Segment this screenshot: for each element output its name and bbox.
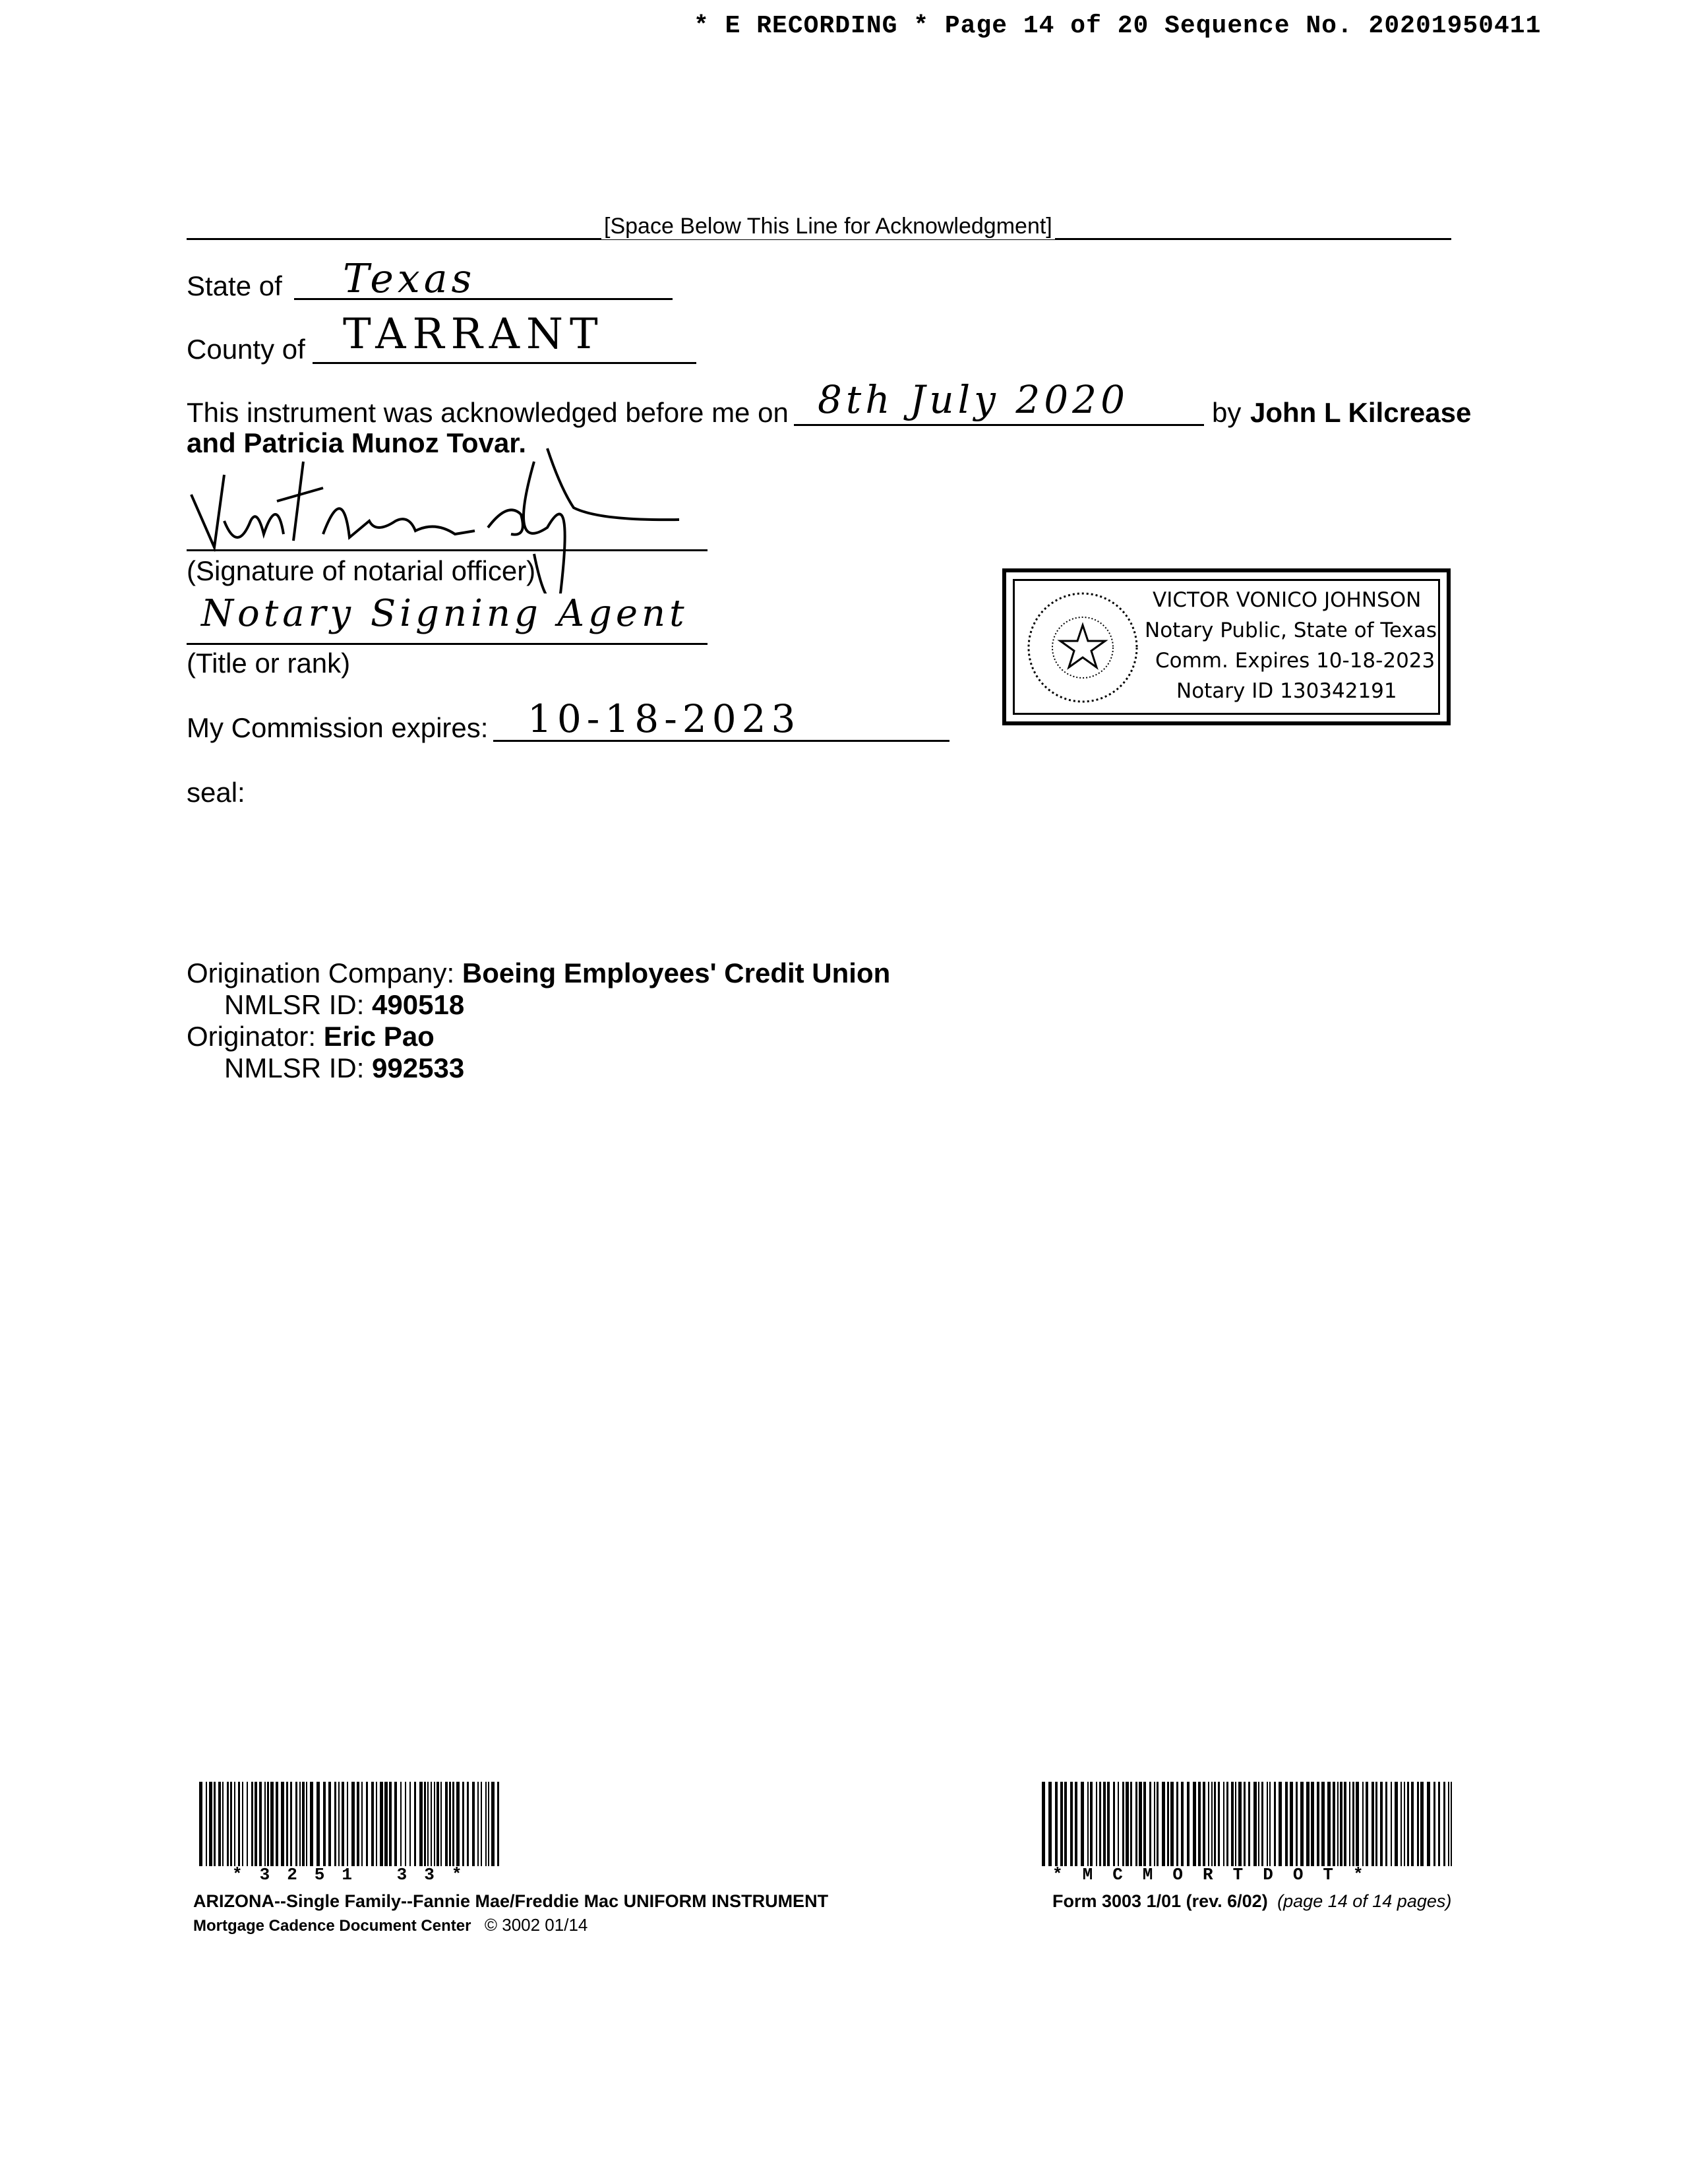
- divider-caption: [Space Below This Line for Acknowledgment]: [601, 214, 1055, 239]
- barcode-right: [1040, 1782, 1456, 1866]
- by-names-2: and Patricia Munoz Tovar.: [187, 427, 526, 458]
- title-underline: [187, 643, 708, 645]
- stamp-name: VICTOR VONICO JOHNSON: [1153, 588, 1422, 612]
- stamp-line2: Notary Public, State of Texas: [1145, 619, 1437, 642]
- company-nmlsr: [224, 989, 464, 1021]
- notary-stamp: [1002, 568, 1451, 725]
- recording-header: * E RECORDING * Page 14 of 20 Sequence No. 20201950411: [694, 12, 1542, 40]
- footer-left-line2b: © 3002 01/14: [484, 1915, 588, 1935]
- company-value: Boeing Employees' Credit Union: [462, 957, 891, 988]
- signature-label: (Signature of notarial officer): [187, 555, 536, 586]
- commission-handwritten: 10-18-2023: [528, 696, 801, 741]
- company-nmlsr-value: 490518: [372, 989, 465, 1020]
- stamp-line3: Comm. Expires 10-18-2023: [1155, 649, 1435, 673]
- originator-value: Eric Pao: [323, 1021, 435, 1052]
- signature-underline: [187, 549, 708, 551]
- originator-nmlsr: [224, 1052, 464, 1084]
- barcode-left: [198, 1782, 501, 1866]
- origination-company: [187, 957, 890, 989]
- by-text: by: [1212, 397, 1242, 428]
- originator: [187, 1021, 435, 1052]
- company-label: Origination Company:: [187, 957, 455, 988]
- originator-nmlsr-label: NMLSR ID:: [224, 1052, 365, 1083]
- state-label: State of: [187, 270, 282, 301]
- seal-label: seal:: [187, 777, 245, 808]
- footer-left-line2a: Mortgage Cadence Document Center: [193, 1917, 471, 1935]
- barcode-left-digits: *3251 33*: [232, 1865, 479, 1885]
- footer-left-line1: ARIZONA--Single Family--Fannie Mae/Freddie Mac UNIFORM INSTRUMENT: [193, 1891, 829, 1911]
- footer-right-pages: (page 14 of 14 pages): [1277, 1891, 1452, 1911]
- state-handwritten: Texas: [343, 256, 476, 302]
- footer-right-form: Form 3003 1/01 (rev. 6/02): [1052, 1891, 1268, 1911]
- date-underline: [794, 424, 1204, 426]
- company-nmlsr-label: NMLSR ID:: [224, 989, 365, 1020]
- title-handwritten: Notary Signing Agent: [201, 592, 688, 635]
- county-handwritten: TARRANT: [343, 310, 605, 359]
- stamp-line4: Notary ID 130342191: [1176, 679, 1397, 703]
- originator-label: Originator:: [187, 1021, 316, 1052]
- notary-seal-icon: [1023, 588, 1142, 707]
- by-names-1: John L Kilcrease: [1250, 397, 1472, 428]
- barcode-right-digits: *MCMORTDOT*: [1052, 1865, 1383, 1885]
- instrument-text: This instrument was acknowledged before me on: [187, 397, 789, 428]
- county-underline: [313, 362, 696, 364]
- county-label: County of: [187, 334, 305, 365]
- commission-label: My Commission expires:: [187, 712, 489, 743]
- date-handwritten: 8th July 2020: [818, 377, 1129, 422]
- originator-nmlsr-value: 992533: [372, 1052, 465, 1083]
- title-label: (Title or rank): [187, 648, 351, 679]
